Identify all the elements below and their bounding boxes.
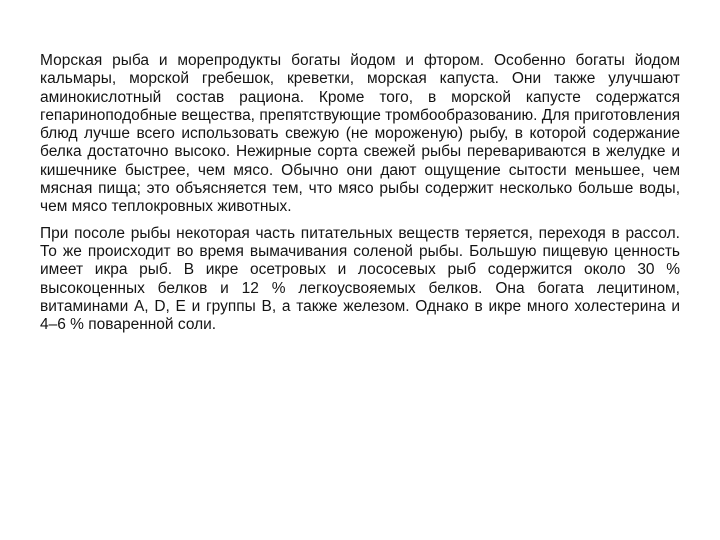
paragraph-2: При посоле рыбы некоторая часть питательных веществ теряется, переходя в рассол. То же происходит во время вымачивания соленой рыбы. Большую пищевую ценность имеет икра рыб. В икре осетровых и лососевых рыб содержится около 30 % высокоценных белков и 12 % легкоусвояемых белков. Она богата лецитином, витаминами A, D, E и группы B, а также железом. Однако в икре много холестерина и 4–6 % поваренной соли. bbox=[40, 224, 680, 334]
paragraph-1: Морская рыба и морепродукты богаты йодом и фтором. Особенно богаты йодом кальмары, морской гребешок, креветки, морская капуста. Они также улучшают аминокислотный состав рациона. Кроме того, в морской капусте содержатся гепариноподобные вещества, препятствующие тромбообразованию. Для приготовления блюд лучше всего использовать свежую (не мороженую) рыбу, в которой содержание белка достаточно высоко. Нежирные сорта свежей рыбы перевариваются в желудке и кишечнике быстрее, чем мясо. Обычно они дают ощущение сытости меньшее, чем мясная пища; это объясняется тем, что мясо рыбы содержит несколько больше воды, чем мясо теплокровных животных. bbox=[40, 52, 680, 216]
text-block bbox=[40, 52, 680, 342]
